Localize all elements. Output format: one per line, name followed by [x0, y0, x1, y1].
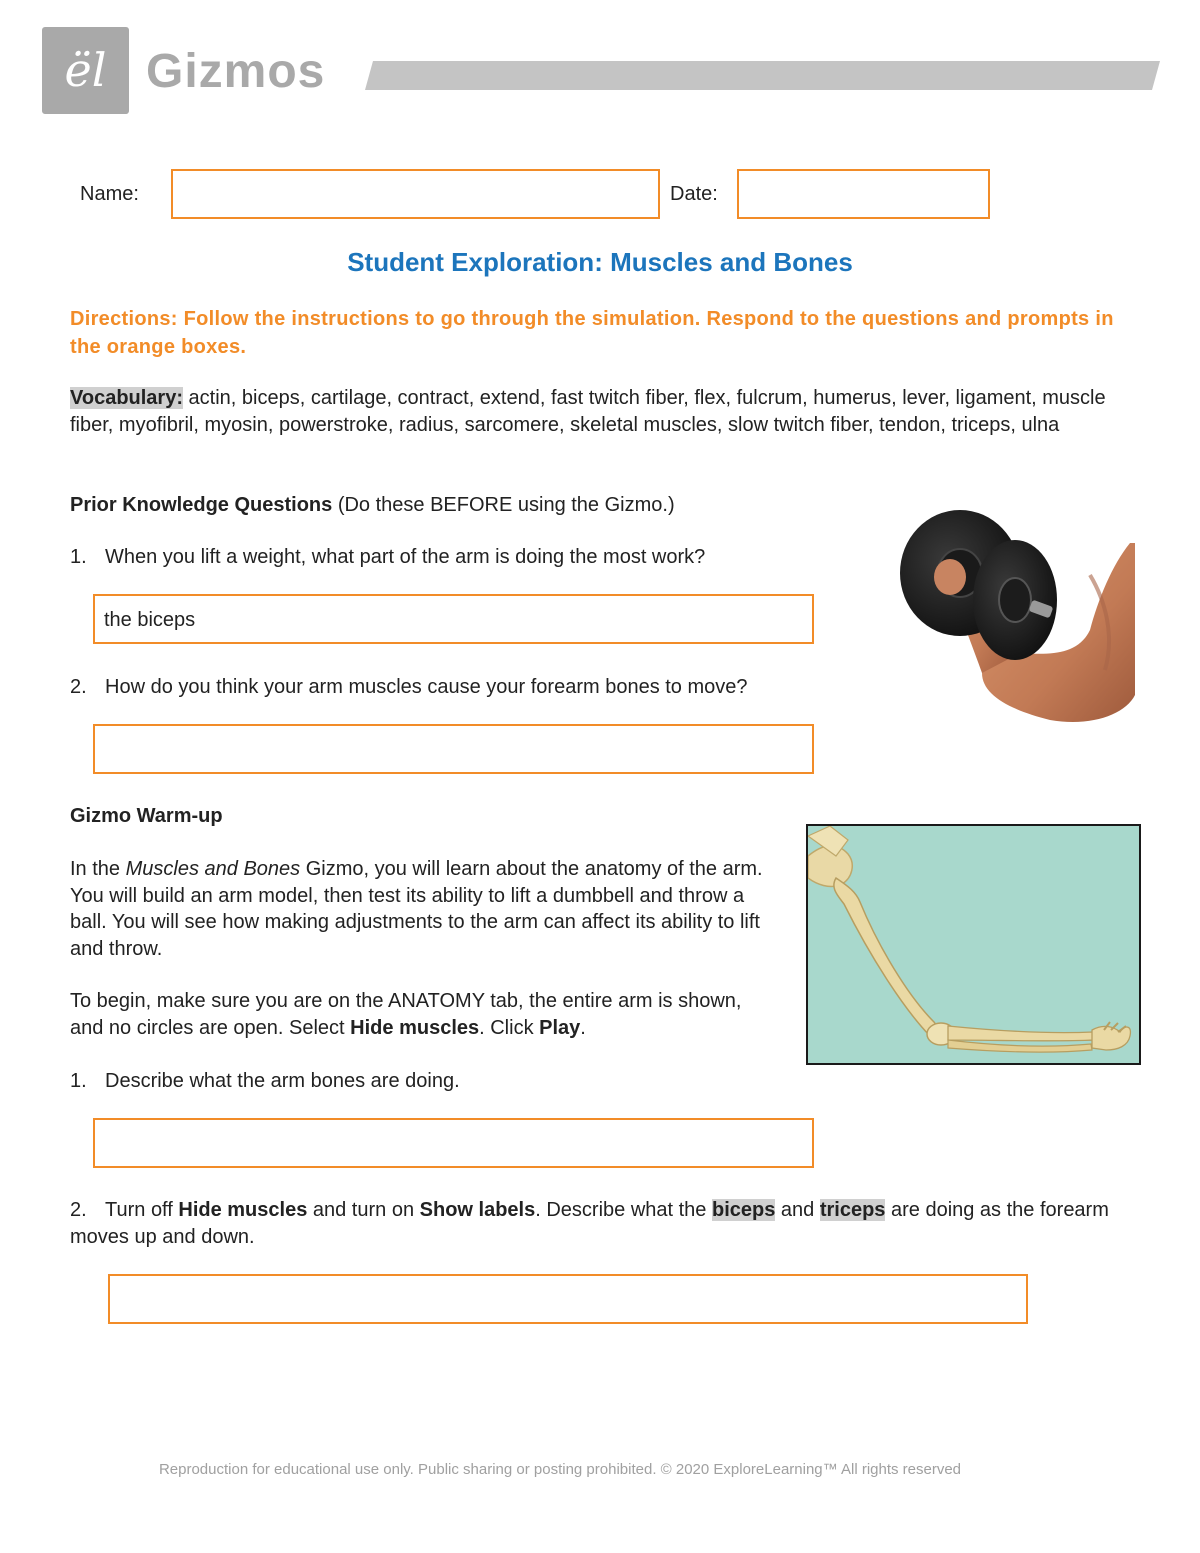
date-field[interactable] — [737, 169, 990, 219]
warmup-instructions: To begin, make sure you are on the ANATOMY tab, the entire arm is shown, and no circles are open. Select Hide muscles. Click Play. — [70, 990, 742, 1039]
warmup-question-1: 1. Describe what the arm bones are doing. — [70, 1070, 460, 1092]
vocabulary-list: actin, biceps, cartilage, contract, extend, fast twitch fiber, flex, fulcrum, humerus, lever, ligament, muscle fiber, myofibril, myosin, powerstroke, radius, sarcomere, skeletal muscles, slow twitch fiber, tendon, triceps, ulna — [70, 387, 1106, 436]
prior-question-2: 2. How do you think your arm muscles cause your forearm bones to move? — [70, 676, 748, 698]
directions: Directions: Follow the instructions to go through the simulation. Respond to the questions and prompts in the orange boxes. — [70, 308, 1114, 358]
explorelearning-logo: ël — [42, 27, 129, 114]
warmup-heading: Gizmo Warm-up — [70, 805, 223, 827]
page-title: Student Exploration: Muscles and Bones — [347, 247, 853, 277]
warmup-answer-1[interactable] — [93, 1118, 814, 1168]
name-label: Name: — [80, 183, 139, 205]
prior-answer-2[interactable] — [93, 724, 814, 774]
prior-answer-1[interactable]: the biceps — [93, 594, 814, 644]
arm-skeleton-image — [806, 824, 1141, 1065]
copyright-footer: Reproduction for educational use only. Public sharing or posting prohibited. © 2020 ExploreLearning™ All rights reserved — [158, 1461, 962, 1478]
warmup-question-2: 2. Turn off Hide muscles and turn on Show labels. Describe what the biceps and triceps are doing as the forearm moves up and down. — [70, 1199, 1109, 1248]
dumbbell-arm-image — [890, 505, 1135, 730]
gizmos-brand: Gizmos — [146, 45, 326, 98]
warmup-answer-2[interactable] — [108, 1274, 1028, 1324]
prior-question-1: 1. When you lift a weight, what part of the arm is doing the most work? — [70, 546, 706, 568]
date-label: Date: — [670, 183, 718, 205]
prior-knowledge-heading: Prior Knowledge Questions (Do these BEFORE using the Gizmo.) — [70, 494, 675, 516]
name-field[interactable] — [171, 169, 660, 219]
vocabulary — [70, 385, 1130, 438]
vocabulary-label: Vocabulary: — [70, 387, 183, 409]
header-bar — [365, 61, 1160, 90]
warmup-intro: In the Muscles and Bones Gizmo, you will learn about the anatomy of the arm. You will build an arm model, then test its ability to lift a dumbbell and throw a ball. You will see how making adjustments to the arm can affect its ability to lift and throw. — [70, 858, 763, 960]
